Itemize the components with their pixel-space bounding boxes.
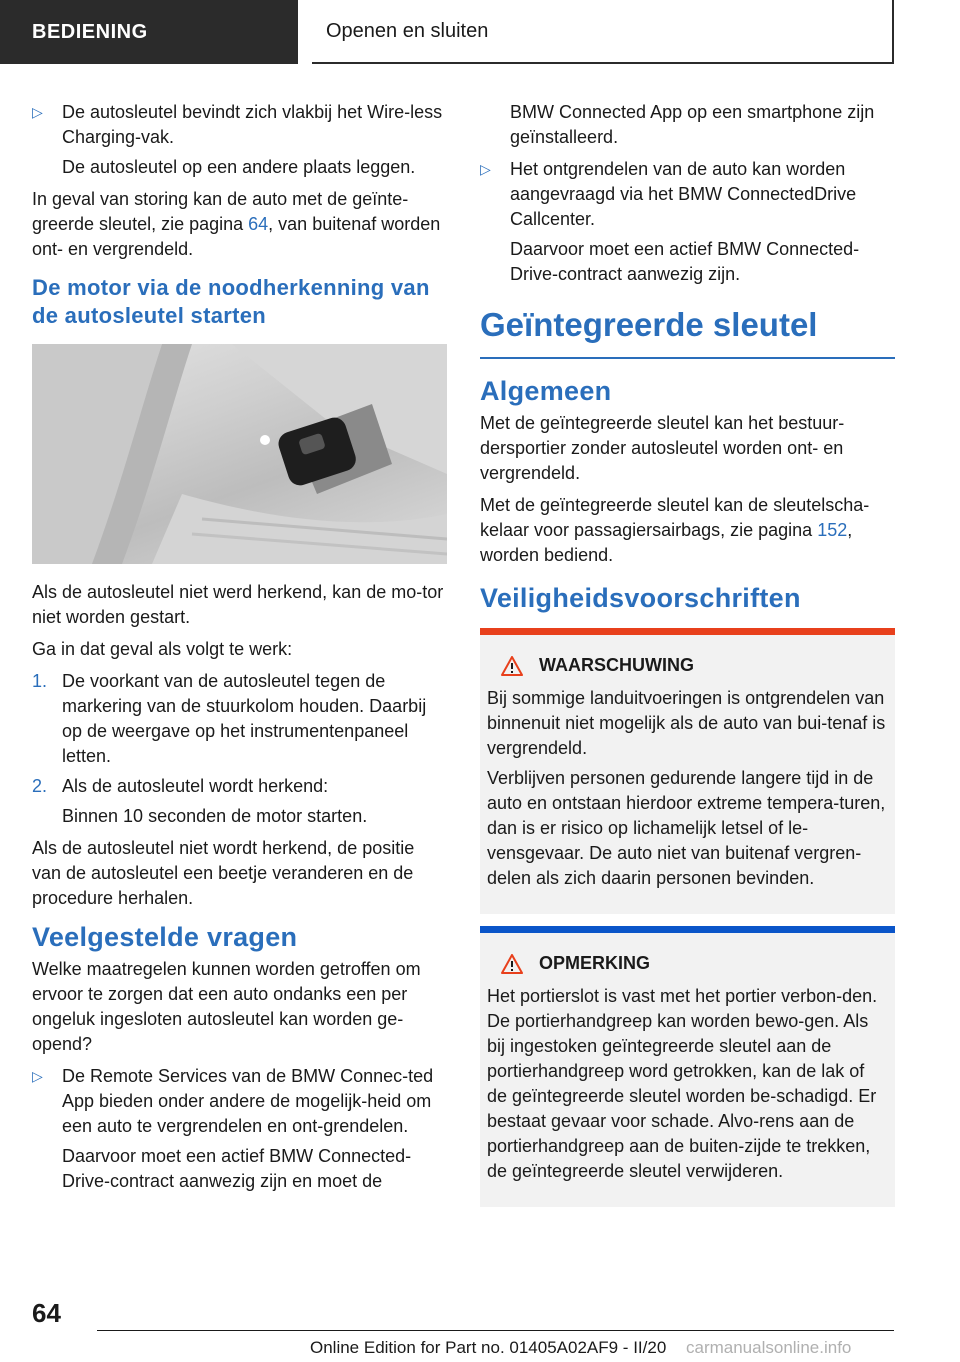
paragraph-proceed: Ga in dat geval als volgt te werk: [32, 639, 293, 659]
note-bar [480, 926, 895, 933]
header-chapter-tab [312, 0, 894, 64]
warning-triangle-icon [501, 656, 523, 676]
note-title: OPMERKING [487, 951, 888, 976]
warning-bar [480, 628, 895, 635]
bullet-sub-text: De autosleutel op een andere plaats leggen. [62, 157, 416, 177]
header-section-tab [0, 0, 298, 64]
heading-faq: Veelgestelde vragen [32, 922, 298, 952]
footer-edition: Online Edition for Part no. 01405A02AF9 - II/20 [310, 1338, 667, 1357]
paragraph-integrated-key: In geval van storing kan de auto met de geïnte-greerde sleutel, zie pagina 64, van buitenaf worden ont- en vergrendeld. [32, 189, 441, 259]
key-at-steering-column-photo [32, 344, 447, 564]
continued-text: BMW Connected App op een smartphone zijn geïnstalleerd. [510, 102, 875, 147]
heading-safety: Veiligheidsvoorschriften [480, 583, 801, 613]
page-link-152[interactable]: 152 [817, 520, 848, 540]
note-box [480, 926, 895, 1207]
heading-general: Algemeen [480, 376, 612, 406]
key-illustration [32, 344, 447, 564]
warning-title: WAARSCHUWING [487, 653, 888, 678]
left-column [32, 100, 447, 1201]
triangle-bullet-icon: ▷ [480, 161, 491, 177]
bullet-sub-text: Daarvoor moet een actief BMW Connected-Drive-contract aanwezig zijn en moet de [62, 1146, 412, 1191]
header-chapter-label: Openen en sluiten [326, 19, 489, 42]
triangle-bullet-icon: ▷ [32, 104, 43, 120]
note-text: Het portierslot is vast met het portier verbon-den. De portierhandgreep kan worden bewo-gen. Als bij ingestoken geïntegreerde sleutel aan de portierhandgreep word getrokken, kan de lak of de geïntegreerde sleutel worden be-schadigd. Er bestaat gevaar voor schade. Alvo-rens aan de portierhandgreep aan de buiten-zijde te trekken, de geïntegreerde sleutel verwijderen. [487, 986, 878, 1181]
right-column [480, 100, 895, 1207]
page-link-64[interactable]: 64 [248, 214, 269, 234]
watermark: carmanualsonline.info [686, 1338, 852, 1357]
step-1: 1. De voorkant van de autosleutel tegen de markering van de stuurkolom houden. Daarbij op de weergave op het instrumentenpaneel letten. [32, 669, 447, 769]
bullet-wireless-charging: ▷ De autosleutel bevindt zich vlakbij het Wire-less Charging-vak. [32, 100, 447, 150]
header-section-label: BEDIENING [32, 20, 148, 43]
warning-text-1: Bij sommige landuitvoeringen is ontgrendelen van binnenuit niet mogelijk als de auto van bui-tenaf is vergrendeld. [487, 688, 886, 758]
caution-triangle-icon [501, 954, 523, 974]
warning-text-2: Verblijven personen gedurende langere tijd in de auto en ontstaan hierdoor extreme tempera-turen, dan is er risico op lichamelijk letsel of le-vensgevaar. De auto niet van buitenaf vergren-delen als zich daarin personen bevinden. [487, 768, 886, 888]
warning-box [480, 628, 895, 914]
triangle-bullet-icon: ▷ [32, 1068, 43, 1084]
bullet-remote-services: ▷ De Remote Services van de BMW Connec-ted App bieden onder andere de mogelijk-heid om een auto te vergrendelen en ont-grendelen. [32, 1064, 447, 1139]
step-2-sub-text: Binnen 10 seconden de motor starten. [62, 806, 368, 826]
footer-divider [97, 1330, 894, 1331]
page-number: 64 [32, 1298, 61, 1328]
paragraph-general-2: Met de geïntegreerde sleutel kan de sleutelscha-kelaar voor passagiersairbags, zie pagina 152, worden bediend. [480, 495, 870, 565]
step-number: 1. [32, 671, 48, 691]
step-number: 2. [32, 776, 48, 796]
heading-emergency-start: De motor via de noodherkenning van de autosleutel starten [32, 275, 430, 328]
bullet-sub-text: Daarvoor moet een actief BMW Connected-Drive-contract aanwezig zijn. [510, 239, 860, 284]
paragraph-reposition-key: Als de autosleutel niet wordt herkend, de positie van de autosleutel een beetje veranderen en de procedure herhalen. [32, 838, 415, 908]
paragraph-key-not-recognized: Als de autosleutel niet werd herkend, kan de mo-tor niet worden gestart. [32, 582, 444, 627]
section-title-integrated-key: Geïntegreerde sleutel [480, 305, 895, 359]
bullet-callcenter: ▷ Het ontgrendelen van de auto kan worden aangevraagd via het BMW ConnectedDrive Callcenter. [480, 157, 895, 232]
step-2: 2. Als de autosleutel wordt herkend: [32, 774, 447, 799]
paragraph-faq-question: Welke maatregelen kunnen worden getroffen om ervoor te zorgen dat een auto ondanks een per ongeluk ingesloten autosleutel kan worden ge-opend? [32, 959, 421, 1054]
paragraph-general-1: Met de geïntegreerde sleutel kan het bestuur-dersportier zonder autosleutel worden ont- en vergrendeld. [480, 413, 845, 483]
